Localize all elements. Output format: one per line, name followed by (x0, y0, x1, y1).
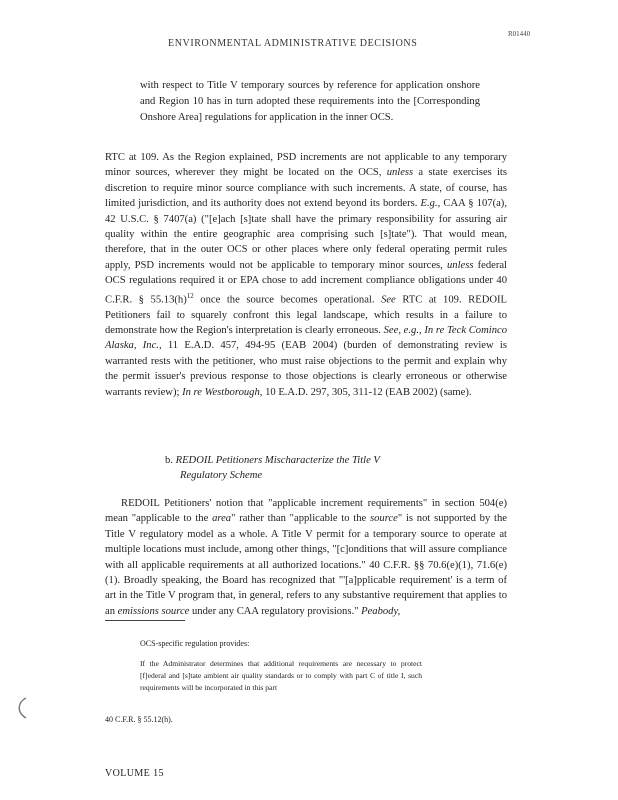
emphasis: E.g., (420, 198, 441, 210)
text-run: federal OCS regulations required it or EPA chose to add increment compliance obligations under 40 C.F.R. § 55.13(h) (105, 259, 507, 306)
text-run: REDOIL Petitioners' notion that "applicable increment requirements" in section 504(e) mean "applicable to the (105, 498, 507, 525)
volume-footer: VOLUME 15 (105, 768, 164, 779)
heading-number: b. (165, 455, 173, 466)
emphasis: See (381, 294, 396, 306)
text-run: 11 E.A.D. 457, 494-95 (EAB 2004) (burden of demonstrating review is warranted rests with the petitioner, who must raise objections to the permit and explain why the permit issuer's previous response to those objections is clearly erroneous or otherwise warrants review); (105, 340, 507, 398)
emphasis: emissions source (117, 605, 190, 617)
scan-mark-icon (14, 696, 28, 720)
body-paragraph-2 (105, 496, 507, 619)
emphasis: area (212, 513, 232, 525)
text-run: " rather than "applicable to the (231, 513, 371, 525)
heading-line-2: Regulatory Scheme (180, 470, 263, 481)
running-head: ENVIRONMENTAL ADMINISTRATIVE DECISIONS (168, 38, 418, 49)
text-run: CAA § 107(a), 42 U.S.C. § 7407(a) ("[e]ach [s]tate shall have the primary responsibility for assuring air quality within the entire geographic area comprising such [s]tate"). That would mean, therefore, that in the outer OCS or other places where only federal operating permit rules apply, PSD increments would not be applicable to temporary minor sources, (105, 198, 507, 271)
text-run: under any CAA regulatory provisions." (189, 605, 362, 617)
heading-line-1: REDOIL Petitioners Mischaracterize the Title V (175, 455, 380, 466)
text-run: " is not supported by the Title V regulatory model as a whole. A Title V permit for a temporary source to operate at multiple locations must include, among other things, "[c]onditions that will assure compliance with all applicable requirements at all authorized locations." 40 C.F.R. §§ 70.6(e)(1), 71.6(e)(1). Broadly speaking, the Board has recognized that "'[a]pplicable requirement' is a term of art in the Title V program that, in general, refers to any substantive requirement that applies to an (105, 513, 507, 617)
section-heading (165, 453, 380, 483)
footnote-intro: OCS-specific regulation provides: (140, 639, 250, 648)
case-citation: Peabody, (361, 605, 401, 617)
text-run: RTC at 109. REDOIL Petitioners fail to squarely confront this legal landscape, which results in a failure to demonstrate how the Region's interpretation is clearly erroneous. (105, 294, 507, 336)
block-quote: with respect to Title V temporary sources by reference for application onshore and Region 10 has in turn adopted these requirements into the [Corresponding Onshore Area] regulations for application in the inner OCS. (140, 80, 480, 123)
case-citation: In re Westborough, (182, 386, 263, 398)
text-run: RTC at 109. As the Region explained, PSD increments are not applicable to any temporary minor sources, wherever they might be located on the OCS, (105, 152, 507, 179)
footnote-citation: 40 C.F.R. § 55.12(h). (105, 715, 173, 724)
emphasis: unless (386, 167, 414, 179)
case-citation: See, e.g., In re Teck Cominco Alaska, Inc., (105, 325, 507, 352)
body-paragraph-1 (105, 150, 507, 400)
text-run: 10 E.A.D. 297, 305, 311-12 (EAB 2002) (same). (262, 386, 472, 398)
text-run: once the source becomes operational. (193, 294, 382, 306)
footnote-ref: 12 (186, 291, 194, 300)
emphasis: unless (446, 259, 474, 271)
emphasis: source (370, 513, 398, 525)
footnote-divider (105, 620, 185, 621)
text-run: a state exercises its discretion to require minor source compliance with such increments. A state, of course, has limited jurisdiction, and its authority does not extend beyond its borders. (105, 167, 508, 210)
page-number: R01440 (508, 30, 531, 38)
footnote-quote: If the Administrator determines that additional requirements are necessary to protect [f]ederal and [s]tate ambient air quality standards or to comply with part C of title I, such requirements will be incorporated in this part (140, 659, 422, 692)
